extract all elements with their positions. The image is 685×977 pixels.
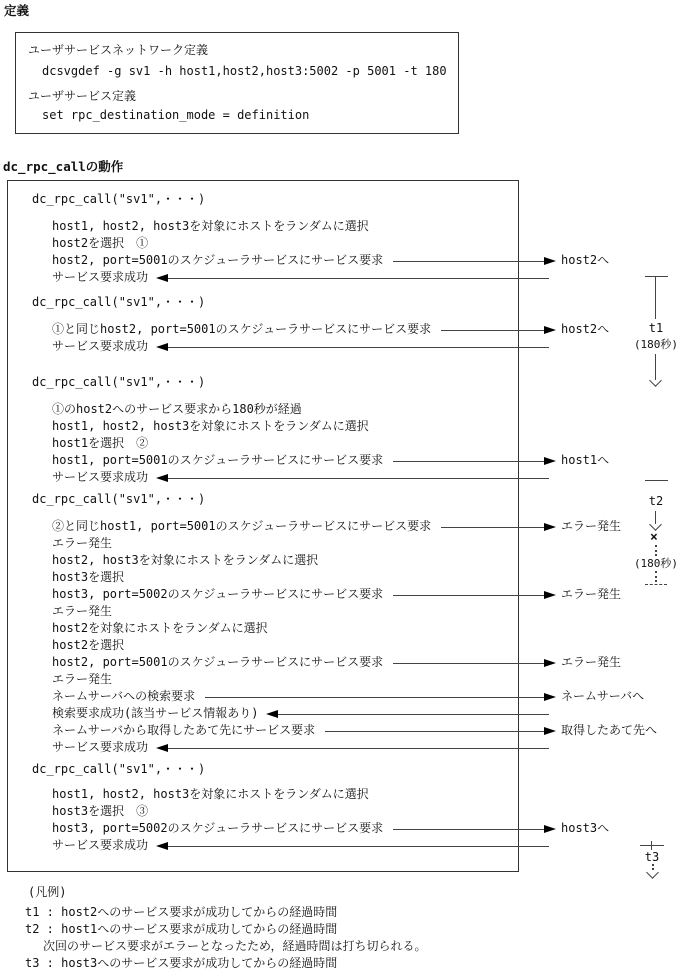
response-arrow-row: [52, 705, 549, 722]
t1-line-upper: [655, 277, 656, 319]
sequence-text-line: host1, host2, host3を対象にホストをランダムに選択: [52, 787, 369, 801]
response-line: [168, 748, 549, 749]
sequence-text-line: host3を選択: [52, 570, 125, 584]
t2-dotted-line-upper: [655, 545, 657, 556]
right-arrowhead-icon: [544, 591, 556, 599]
request-target-label: ネームサーバへ: [561, 689, 645, 703]
behavior-heading: dc_rpc_callの動作: [3, 159, 124, 174]
sequence-text-line: host2を選択: [52, 638, 125, 652]
request-arrow-row: [52, 252, 556, 269]
sequence-text-line: エラー発生: [52, 672, 113, 686]
sequence-text-line: host1, host2, host3を対象にホストをランダムに選択: [52, 219, 369, 233]
legend-item-t1: t1 : host2へのサービス要求が成功してからの経過時間: [25, 905, 338, 919]
legend-item-t2: t2 : host1へのサービス要求が成功してからの経過時間: [25, 922, 338, 936]
sequence-text-line: host1, host2, host3を対象にホストをランダムに選択: [52, 419, 369, 433]
request-line: [205, 697, 544, 698]
request-target-label: エラー発生: [561, 587, 622, 601]
sequence-text-line: host1を選択 ②: [52, 436, 149, 450]
request-arrow-row: [52, 654, 556, 671]
request-line: [393, 261, 544, 262]
t3-label: t3: [644, 850, 660, 864]
sequence-text-line: ①のhost2へのサービス要求から180秒が経過: [52, 402, 302, 416]
right-arrowhead-icon: [544, 659, 556, 667]
request-text: host3, port=5002のスケジューラサービスにサービス要求: [52, 587, 384, 601]
t3-start-bar: [640, 845, 664, 846]
request-arrow-row: [52, 586, 556, 603]
sequence-text-line: host2を対象にホストをランダムに選択: [52, 621, 268, 635]
response-arrow-row: [52, 469, 549, 486]
sequence-text-line: host2, host3を対象にホストをランダムに選択: [52, 553, 319, 567]
definition-box-line: ユーザサービスネットワーク定義: [28, 43, 209, 57]
response-line: [168, 278, 549, 279]
request-target-label: host2へ: [561, 322, 610, 336]
response-arrow-row: [52, 739, 549, 756]
response-text: サービス要求成功: [52, 270, 149, 284]
left-arrowhead-icon: [156, 343, 168, 351]
response-arrow-row: [52, 338, 549, 355]
request-arrow-row: [52, 820, 556, 837]
request-text: host3, port=5002のスケジューラサービスにサービス要求: [52, 821, 384, 835]
response-text: 検索要求成功(該当サービス情報あり): [52, 706, 259, 720]
response-line: [168, 846, 549, 847]
t2-cutoff-x-icon: ×: [650, 530, 658, 545]
t2-start-bar: [645, 480, 668, 481]
response-text: サービス要求成功: [52, 838, 149, 852]
left-arrowhead-icon: [156, 842, 168, 850]
request-target-label: host2へ: [561, 253, 610, 267]
request-line: [441, 527, 544, 528]
request-text: ②と同じhost1, port=5001のスケジューラサービスにサービス要求: [52, 519, 432, 533]
dc-rpc-call-header: dc_rpc_call("sv1",・・・): [32, 192, 206, 206]
t1-duration-label: (180秒): [633, 338, 679, 351]
request-target-label: エラー発生: [561, 655, 622, 669]
dc-rpc-call-header: dc_rpc_call("sv1",・・・): [32, 375, 206, 389]
definition-box-line: ユーザサービス定義: [28, 89, 137, 103]
response-text: サービス要求成功: [52, 470, 149, 484]
right-arrowhead-icon: [544, 257, 556, 265]
left-arrowhead-icon: [156, 274, 168, 282]
response-text: サービス要求成功: [52, 740, 149, 754]
right-arrowhead-icon: [544, 326, 556, 334]
t2-duration-label: (180秒): [633, 557, 679, 570]
right-arrowhead-icon: [544, 523, 556, 531]
response-line: [168, 478, 549, 479]
dc-rpc-call-header: dc_rpc_call("sv1",・・・): [32, 762, 206, 776]
t2-dotted-line-lower: [655, 571, 657, 582]
left-arrowhead-icon: [156, 474, 168, 482]
request-target-label: 取得したあて先へ: [561, 723, 658, 737]
request-text: host2, port=5001のスケジューラサービスにサービス要求: [52, 655, 384, 669]
sequence-text-line: エラー発生: [52, 536, 113, 550]
request-line: [393, 663, 544, 664]
left-arrowhead-icon: [266, 710, 278, 718]
request-arrow-row: [52, 518, 556, 535]
right-arrowhead-icon: [544, 457, 556, 465]
request-arrow-row: [52, 452, 556, 469]
definition-box-line: dcsvgdef -g sv1 -h host1,host2,host3:5002 -p 5001 -t 180: [42, 64, 447, 78]
request-target-label: エラー発生: [561, 519, 622, 533]
request-line: [325, 731, 544, 732]
definition-box-line: set rpc_destination_mode = definition: [42, 108, 310, 122]
right-arrowhead-icon: [544, 825, 556, 833]
t3-start-tick: [651, 841, 652, 850]
request-target-label: host3へ: [561, 821, 610, 835]
request-text: host1, port=5001のスケジューラサービスにサービス要求: [52, 453, 384, 467]
request-text: ネームサーバから取得したあて先にサービス要求: [52, 723, 316, 737]
request-arrow-row: [52, 688, 556, 705]
legend-item-t3: t3 : host3へのサービス要求が成功してからの経過時間: [25, 956, 338, 970]
request-arrow-row: [52, 722, 556, 739]
definition-heading: 定義: [4, 3, 30, 18]
request-text: ①と同じhost2, port=5001のスケジューラサービスにサービス要求: [52, 322, 432, 336]
request-arrow-row: [52, 321, 556, 338]
right-arrowhead-icon: [544, 727, 556, 735]
response-text: サービス要求成功: [52, 339, 149, 353]
dc-rpc-call-header: dc_rpc_call("sv1",・・・): [32, 295, 206, 309]
t1-label: t1: [648, 321, 664, 335]
request-line: [393, 829, 544, 830]
response-line: [168, 347, 549, 348]
legend-item-t2-note: 次回のサービス要求がエラーとなったため，経過時間は打ち切られる。: [43, 939, 427, 953]
left-arrowhead-icon: [156, 744, 168, 752]
sequence-text-line: host2を選択 ①: [52, 236, 149, 250]
request-line: [393, 461, 544, 462]
request-line: [393, 595, 544, 596]
legend-title: (凡例): [28, 885, 67, 899]
request-target-label: host1へ: [561, 453, 610, 467]
t2-label: t2: [648, 494, 664, 508]
sequence-text-line: エラー発生: [52, 604, 113, 618]
response-arrow-row: [52, 269, 549, 286]
sequence-text-line: host3を選択 ③: [52, 804, 149, 818]
response-arrow-row: [52, 837, 549, 854]
t2-end-bar: [645, 584, 667, 585]
request-text: ネームサーバへの検索要求: [52, 689, 196, 703]
response-line: [278, 714, 549, 715]
t1-start-bar: [645, 276, 668, 277]
request-line: [441, 330, 544, 331]
right-arrowhead-icon: [544, 693, 556, 701]
request-text: host2, port=5001のスケジューラサービスにサービス要求: [52, 253, 384, 267]
dc-rpc-call-header: dc_rpc_call("sv1",・・・): [32, 492, 206, 506]
